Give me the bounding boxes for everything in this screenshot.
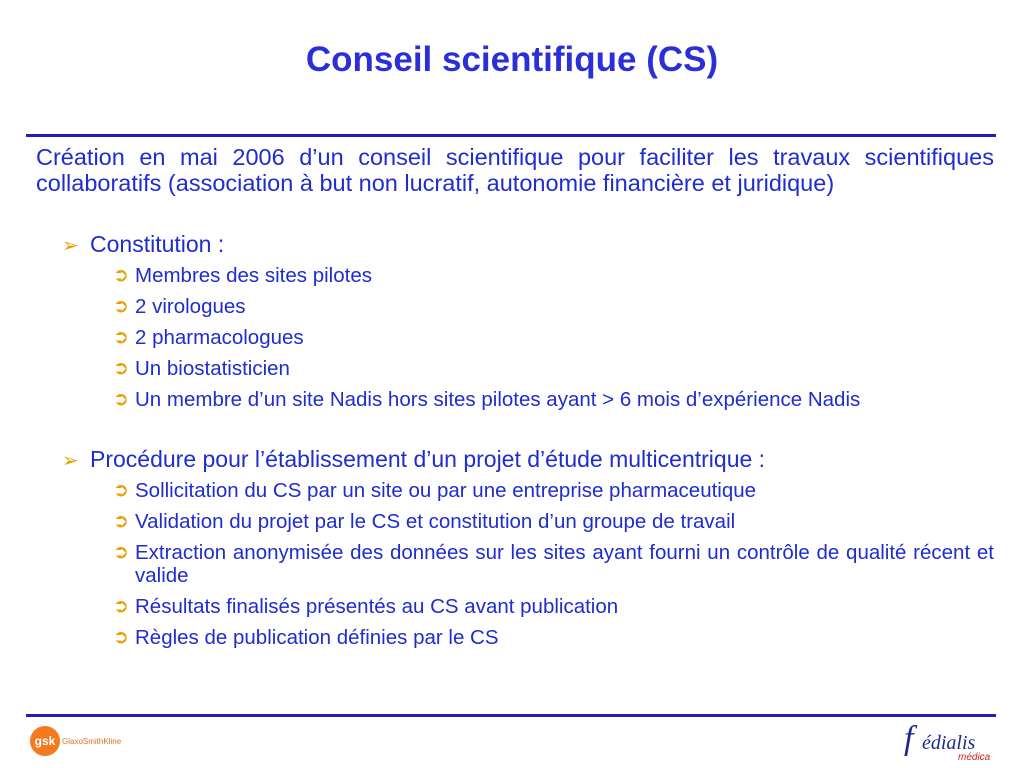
arrow-bullet-icon: ➢ xyxy=(62,450,79,472)
list-item: ➲ Résultats finalisés présentés au CS avant publication xyxy=(113,595,619,618)
list-item: ➲ Extraction anonymisée des données sur les sites ayant fourni un contrôle de qualité récent et valide xyxy=(113,541,994,587)
section-procedure xyxy=(36,445,994,473)
list-item: ➲ Un biostatisticien xyxy=(113,357,290,380)
list-item: ➲ Membres des sites pilotes xyxy=(113,264,372,287)
intro-paragraph: Création en mai 2006 d’un conseil scientifique pour faciliter les travaux scientifiques collaboratifs (association à but non lucratif, autonomie financière et juridique) xyxy=(36,144,994,196)
top-divider xyxy=(26,134,996,137)
list-item: ➲ 2 virologues xyxy=(113,295,246,318)
curved-arrow-icon: ➲ xyxy=(113,265,129,286)
bottom-divider xyxy=(26,714,996,717)
curved-arrow-icon: ➲ xyxy=(113,358,129,379)
slide-title: Conseil scientifique (CS) xyxy=(305,40,719,79)
section-label: Constitution : xyxy=(90,231,225,257)
curved-arrow-icon: ➲ xyxy=(113,389,129,410)
list-item: ➲ Sollicitation du CS par un site ou par une entreprise pharmaceutique xyxy=(113,479,757,502)
curved-arrow-icon: ➲ xyxy=(113,627,129,648)
fedialis-logo-sub: médica xyxy=(958,752,991,763)
constitution-list xyxy=(36,264,994,411)
procedure-list xyxy=(36,479,994,649)
gsk-logo-mark: gsk xyxy=(30,726,60,756)
gsk-logo xyxy=(30,726,121,756)
curved-arrow-icon: ➲ xyxy=(113,480,129,501)
curved-arrow-icon: ➲ xyxy=(113,327,129,348)
list-item: ➲ Validation du projet par le CS et constitution d’un groupe de travail xyxy=(113,510,736,533)
list-item: ➲ Un membre d’un site Nadis hors sites pilotes ayant > 6 mois d’expérience Nadis xyxy=(113,388,861,411)
list-item: ➲ Règles de publication définies par le CS xyxy=(113,626,499,649)
curved-arrow-icon: ➲ xyxy=(113,596,129,617)
curved-arrow-icon: ➲ xyxy=(113,296,129,317)
slide-content xyxy=(36,144,994,657)
curved-arrow-icon: ➲ xyxy=(113,511,129,532)
curved-arrow-icon: ➲ xyxy=(113,542,129,563)
fedialis-logo xyxy=(904,722,996,764)
section-label: Procédure pour l’établissement d’un projet d’étude multicentrique : xyxy=(90,446,766,472)
list-item: ➲ 2 pharmacologues xyxy=(113,326,304,349)
fedialis-logo-mark: f xyxy=(904,720,914,757)
arrow-bullet-icon: ➢ xyxy=(62,235,79,257)
fedialis-logo-name: édialis xyxy=(922,732,976,754)
gsk-logo-name: GlaxoSmithKline xyxy=(62,736,122,746)
section-constitution xyxy=(36,230,994,258)
